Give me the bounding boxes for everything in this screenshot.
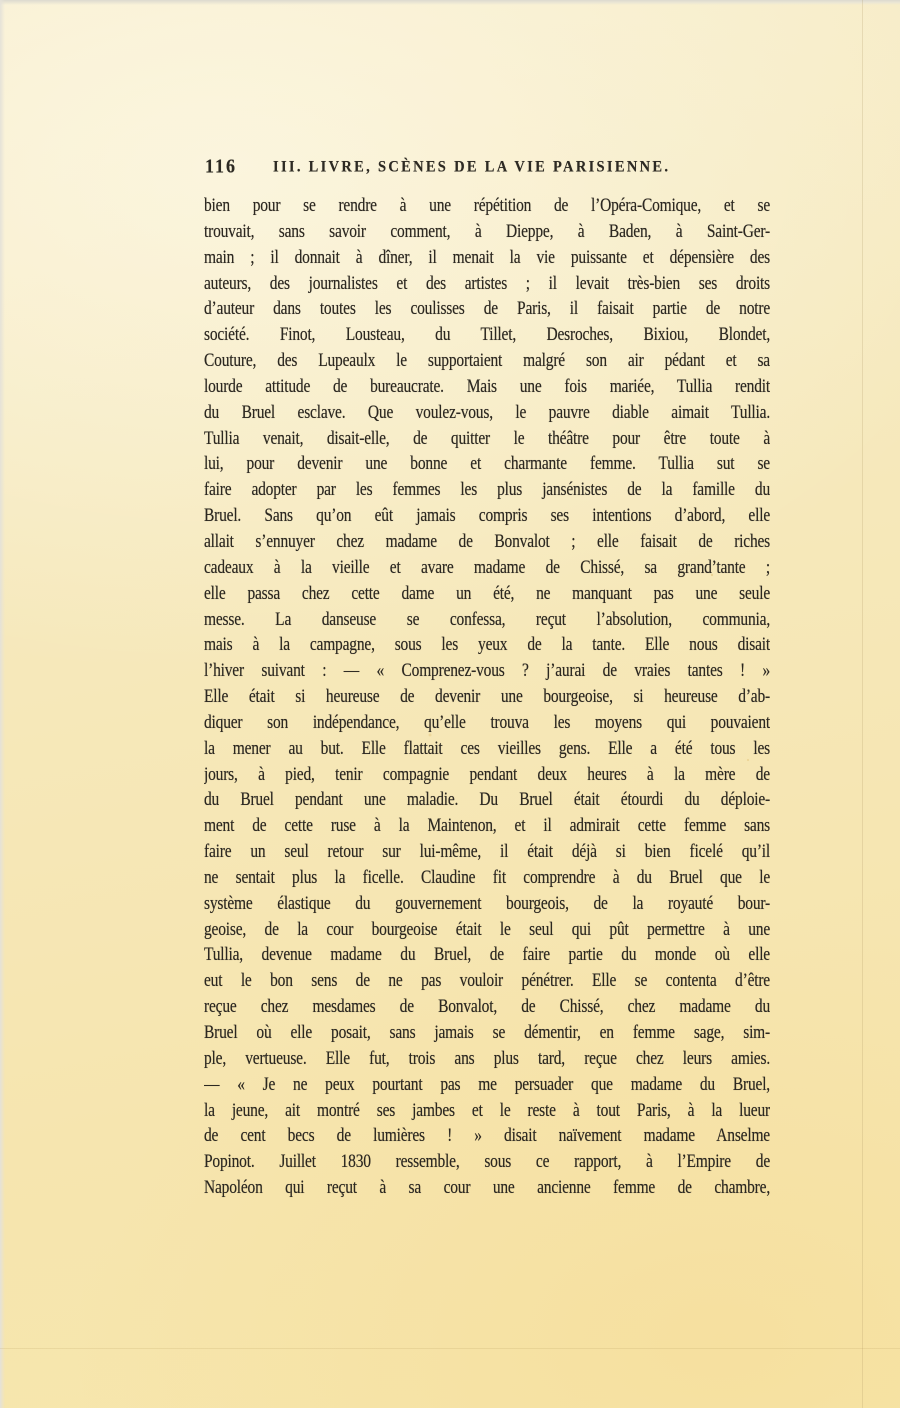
- text-line: mais à la campagne, sous les yeux de la tante. Elle nous disait: [204, 634, 770, 656]
- text-line: Tullia venait, disait-elle, de quitter le théâtre pour être toute à: [204, 427, 770, 449]
- text-line: reçue chez mesdames de Bonvalot, de Chissé, chez madame du: [204, 996, 770, 1017]
- text-line: du Bruel esclave. Que voulez-vous, le pauvre diable aimait Tullia.: [204, 401, 770, 423]
- text-line: jours, à pied, tenir compagnie pendant deux heures à la mère de: [204, 763, 770, 785]
- text-line: auteurs, des journalistes et des artistes ; il levait très-bien ses droits: [204, 272, 770, 294]
- text-line: du Bruel pendant une maladie. Du Bruel était étourdi du déploie-: [204, 789, 770, 811]
- text-line: ment de cette ruse à la Maintenon, et il admirait cette femme sans: [204, 815, 770, 837]
- page-edge-right: [862, 0, 863, 1408]
- running-header: [205, 155, 770, 183]
- text-line: de cent becs de lumières ! » disait naïvement madame Anselme: [204, 1125, 770, 1147]
- text-line: la jeune, ait montré ses jambes et le reste à tout Paris, à la lueur: [204, 1099, 770, 1121]
- text-line: ple, vertueuse. Elle fut, trois ans plus tard, reçue chez leurs amies.: [204, 1047, 770, 1069]
- text-line: ne sentait plus la ficelle. Claudine fit comprendre à du Bruel que le: [204, 866, 770, 888]
- text-line: cadeaux à la vieille et avare madame de Chissé, sa grand’tante ;: [204, 556, 770, 578]
- text-line: Tullia, devenue madame du Bruel, de faire partie du monde où elle: [204, 944, 770, 966]
- text-line: Napoléon qui reçut à sa cour une ancienne femme de chambre,: [204, 1177, 770, 1198]
- text-line: trouvait, sans savoir comment, à Dieppe, à Baden, à Saint-Ger-: [204, 220, 770, 242]
- text-line: société. Finot, Lousteau, du Tillet, Desroches, Bixiou, Blondet,: [204, 324, 770, 345]
- paper-crease: [0, 1348, 900, 1349]
- text-line: lui, pour devenir une bonne et charmante femme. Tullia sut se: [204, 453, 770, 475]
- body-text-block: [204, 193, 770, 1201]
- text-line: Elle était si heureuse de devenir une bourgeoise, si heureuse d’ab-: [204, 686, 770, 707]
- text-line: l’hiver suivant : — « Comprenez-vous ? j’aurai de vraies tantes ! »: [204, 660, 770, 681]
- text-line: allait s’ennuyer chez madame de Bonvalot ; elle faisait de riches: [204, 531, 770, 552]
- text-line: Popinot. Juillet 1830 ressemble, sous ce rapport, à l’Empire de: [204, 1151, 770, 1172]
- page-number: 116: [205, 154, 238, 178]
- text-line: lourde attitude de bureaucrate. Mais une fois mariée, Tullia rendit: [204, 375, 770, 397]
- text-line: Bruel où elle posait, sans jamais se démentir, en femme sage, sim-: [204, 1022, 770, 1043]
- scan-edge-top: [0, 0, 900, 5]
- text-line: geoise, de la cour bourgeoise était le seul qui pût permettre à une: [204, 918, 770, 940]
- text-line: d’auteur dans toutes les coulisses de Paris, il faisait partie de notre: [204, 298, 770, 320]
- text-line: eut le bon sens de ne pas vouloir pénétrer. Elle se contenta d’être: [204, 970, 770, 992]
- text-line: faire adopter par les femmes les plus jansénistes de la famille du: [204, 479, 770, 501]
- text-line: la mener au but. Elle flattait ces vieilles gens. Elle a été tous les: [204, 737, 770, 759]
- chapter-running-title: III. LIVRE, SCÈNES DE LA VIE PARISIENNE.: [273, 157, 671, 176]
- text-line: système élastique du gouvernement bourgeois, de la royauté bour-: [204, 892, 770, 914]
- text-line: messe. La danseuse se confessa, reçut l’absolution, communia,: [204, 608, 770, 630]
- text-line: Bruel. Sans qu’on eût jamais compris ses intentions d’abord, elle: [204, 505, 770, 526]
- text-line: Couture, des Lupeaulx le supportaient malgré son air pédant et sa: [204, 350, 770, 371]
- text-line: — « Je ne peux pourtant pas me persuader que madame du Bruel,: [204, 1073, 770, 1095]
- text-line: main ; il donnait à dîner, il menait la vie puissante et dépensière des: [204, 246, 770, 268]
- text-line: elle passa chez cette dame un été, ne manquant pas une seule: [204, 582, 770, 604]
- scan-edge-left: [0, 0, 5, 1408]
- text-line: faire un seul retour sur lui-même, il était déjà si bien ficelé qu’il: [204, 841, 770, 862]
- text-line: diquer son indépendance, qu’elle trouva les moyens qui pouvaient: [204, 711, 770, 733]
- text-line: bien pour se rendre à une répétition de l’Opéra-Comique, et se: [204, 195, 770, 216]
